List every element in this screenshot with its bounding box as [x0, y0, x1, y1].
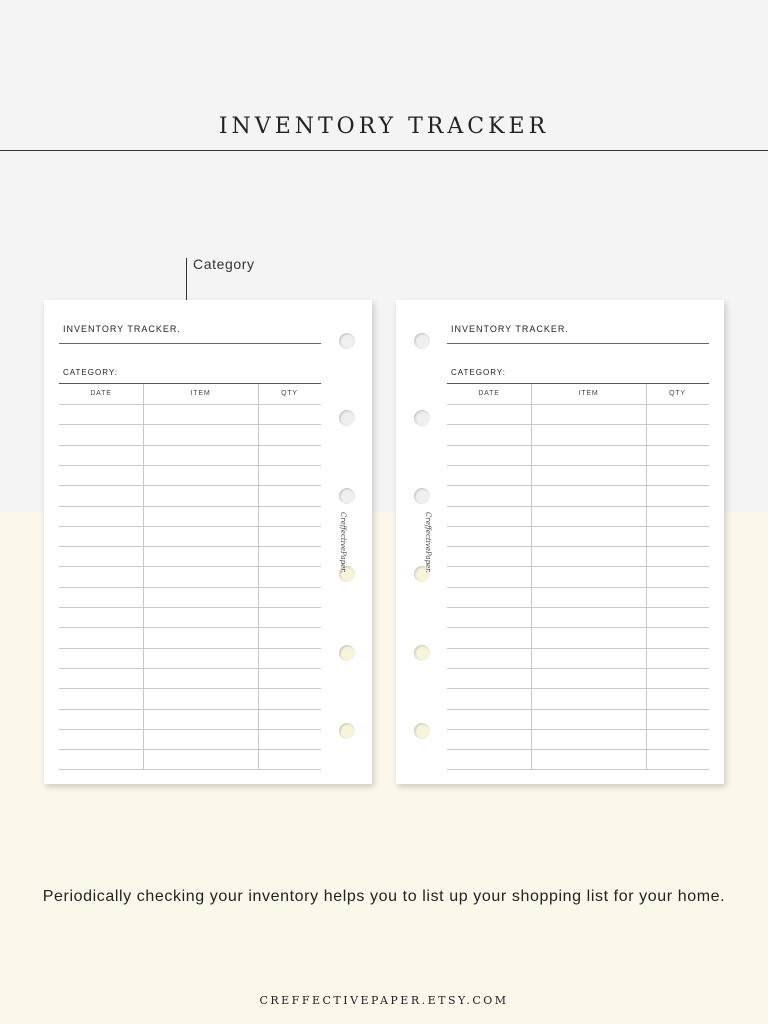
- table-row-line: [59, 587, 321, 588]
- table-row-line: [447, 587, 709, 588]
- binder-hole: [339, 410, 355, 426]
- table-row-line: [447, 526, 709, 527]
- column-header-qty: QTY: [669, 390, 686, 397]
- table-row-line: [59, 485, 321, 486]
- column-divider: [646, 384, 647, 770]
- page-heading: INVENTORY TRACKER.: [451, 324, 569, 334]
- page-title: INVENTORY TRACKER: [218, 114, 550, 139]
- column-header-item: ITEM: [578, 390, 599, 397]
- table-row-line: [447, 566, 709, 567]
- binder-hole: [414, 410, 430, 426]
- category-callout-label: Category: [193, 256, 255, 272]
- inventory-table: [447, 384, 709, 770]
- table-row-line: [59, 769, 321, 770]
- column-header-date: DATE: [478, 390, 500, 397]
- table-row-line: [447, 709, 709, 710]
- table-row-line: [447, 506, 709, 507]
- binder-hole: [339, 645, 355, 661]
- table-row-line: [59, 404, 321, 405]
- table-row-line: [447, 465, 709, 466]
- heading-rule: [59, 343, 321, 344]
- table-row-line: [447, 485, 709, 486]
- table-row-line: [59, 668, 321, 669]
- table-row-line: [59, 506, 321, 507]
- brand-spine-text: CreffectivePaper.: [339, 512, 347, 574]
- planner-page-right: [396, 300, 724, 784]
- shop-url: CREFFECTIVEPAPER.ETSY.COM: [259, 994, 509, 1007]
- table-row-line: [447, 607, 709, 608]
- binder-hole: [414, 333, 430, 349]
- column-header-date: DATE: [90, 390, 112, 397]
- table-row-line: [447, 648, 709, 649]
- category-label: CATEGORY:: [451, 368, 506, 377]
- table-row-line: [59, 648, 321, 649]
- table-row-line: [447, 688, 709, 689]
- column-divider: [531, 384, 532, 770]
- table-row-line: [447, 404, 709, 405]
- binder-hole: [414, 723, 430, 739]
- table-row-line: [447, 749, 709, 750]
- column-divider: [143, 384, 144, 770]
- table-row-line: [59, 465, 321, 466]
- table-row-line: [59, 627, 321, 628]
- table-row-line: [447, 445, 709, 446]
- heading-rule: [447, 343, 709, 344]
- table-row-line: [59, 688, 321, 689]
- table-row-line: [59, 566, 321, 567]
- page-heading: INVENTORY TRACKER.: [63, 324, 181, 334]
- tagline: Periodically checking your inventory helps you to list up your shopping list for your home.: [42, 888, 726, 905]
- table-row-line: [59, 607, 321, 608]
- table-row-line: [447, 627, 709, 628]
- column-divider: [258, 384, 259, 770]
- column-header-qty: QTY: [281, 390, 298, 397]
- title-divider: [0, 150, 768, 151]
- column-header-item: ITEM: [190, 390, 211, 397]
- planner-page-left: [44, 300, 372, 784]
- table-row-line: [59, 729, 321, 730]
- table-row-line: [447, 668, 709, 669]
- category-label: CATEGORY:: [63, 368, 118, 377]
- table-row-line: [59, 526, 321, 527]
- inventory-table: [59, 384, 321, 770]
- binder-hole: [414, 488, 430, 504]
- brand-spine-text: CreffectivePaper.: [424, 512, 432, 574]
- table-row-line: [447, 546, 709, 547]
- table-row-line: [59, 709, 321, 710]
- binder-hole: [339, 488, 355, 504]
- binder-hole: [339, 723, 355, 739]
- table-row-line: [59, 445, 321, 446]
- table-row-line: [59, 546, 321, 547]
- table-row-line: [447, 424, 709, 425]
- table-row-line: [447, 729, 709, 730]
- table-row-line: [59, 749, 321, 750]
- binder-hole: [339, 333, 355, 349]
- binder-hole: [414, 645, 430, 661]
- table-row-line: [59, 424, 321, 425]
- table-row-line: [447, 769, 709, 770]
